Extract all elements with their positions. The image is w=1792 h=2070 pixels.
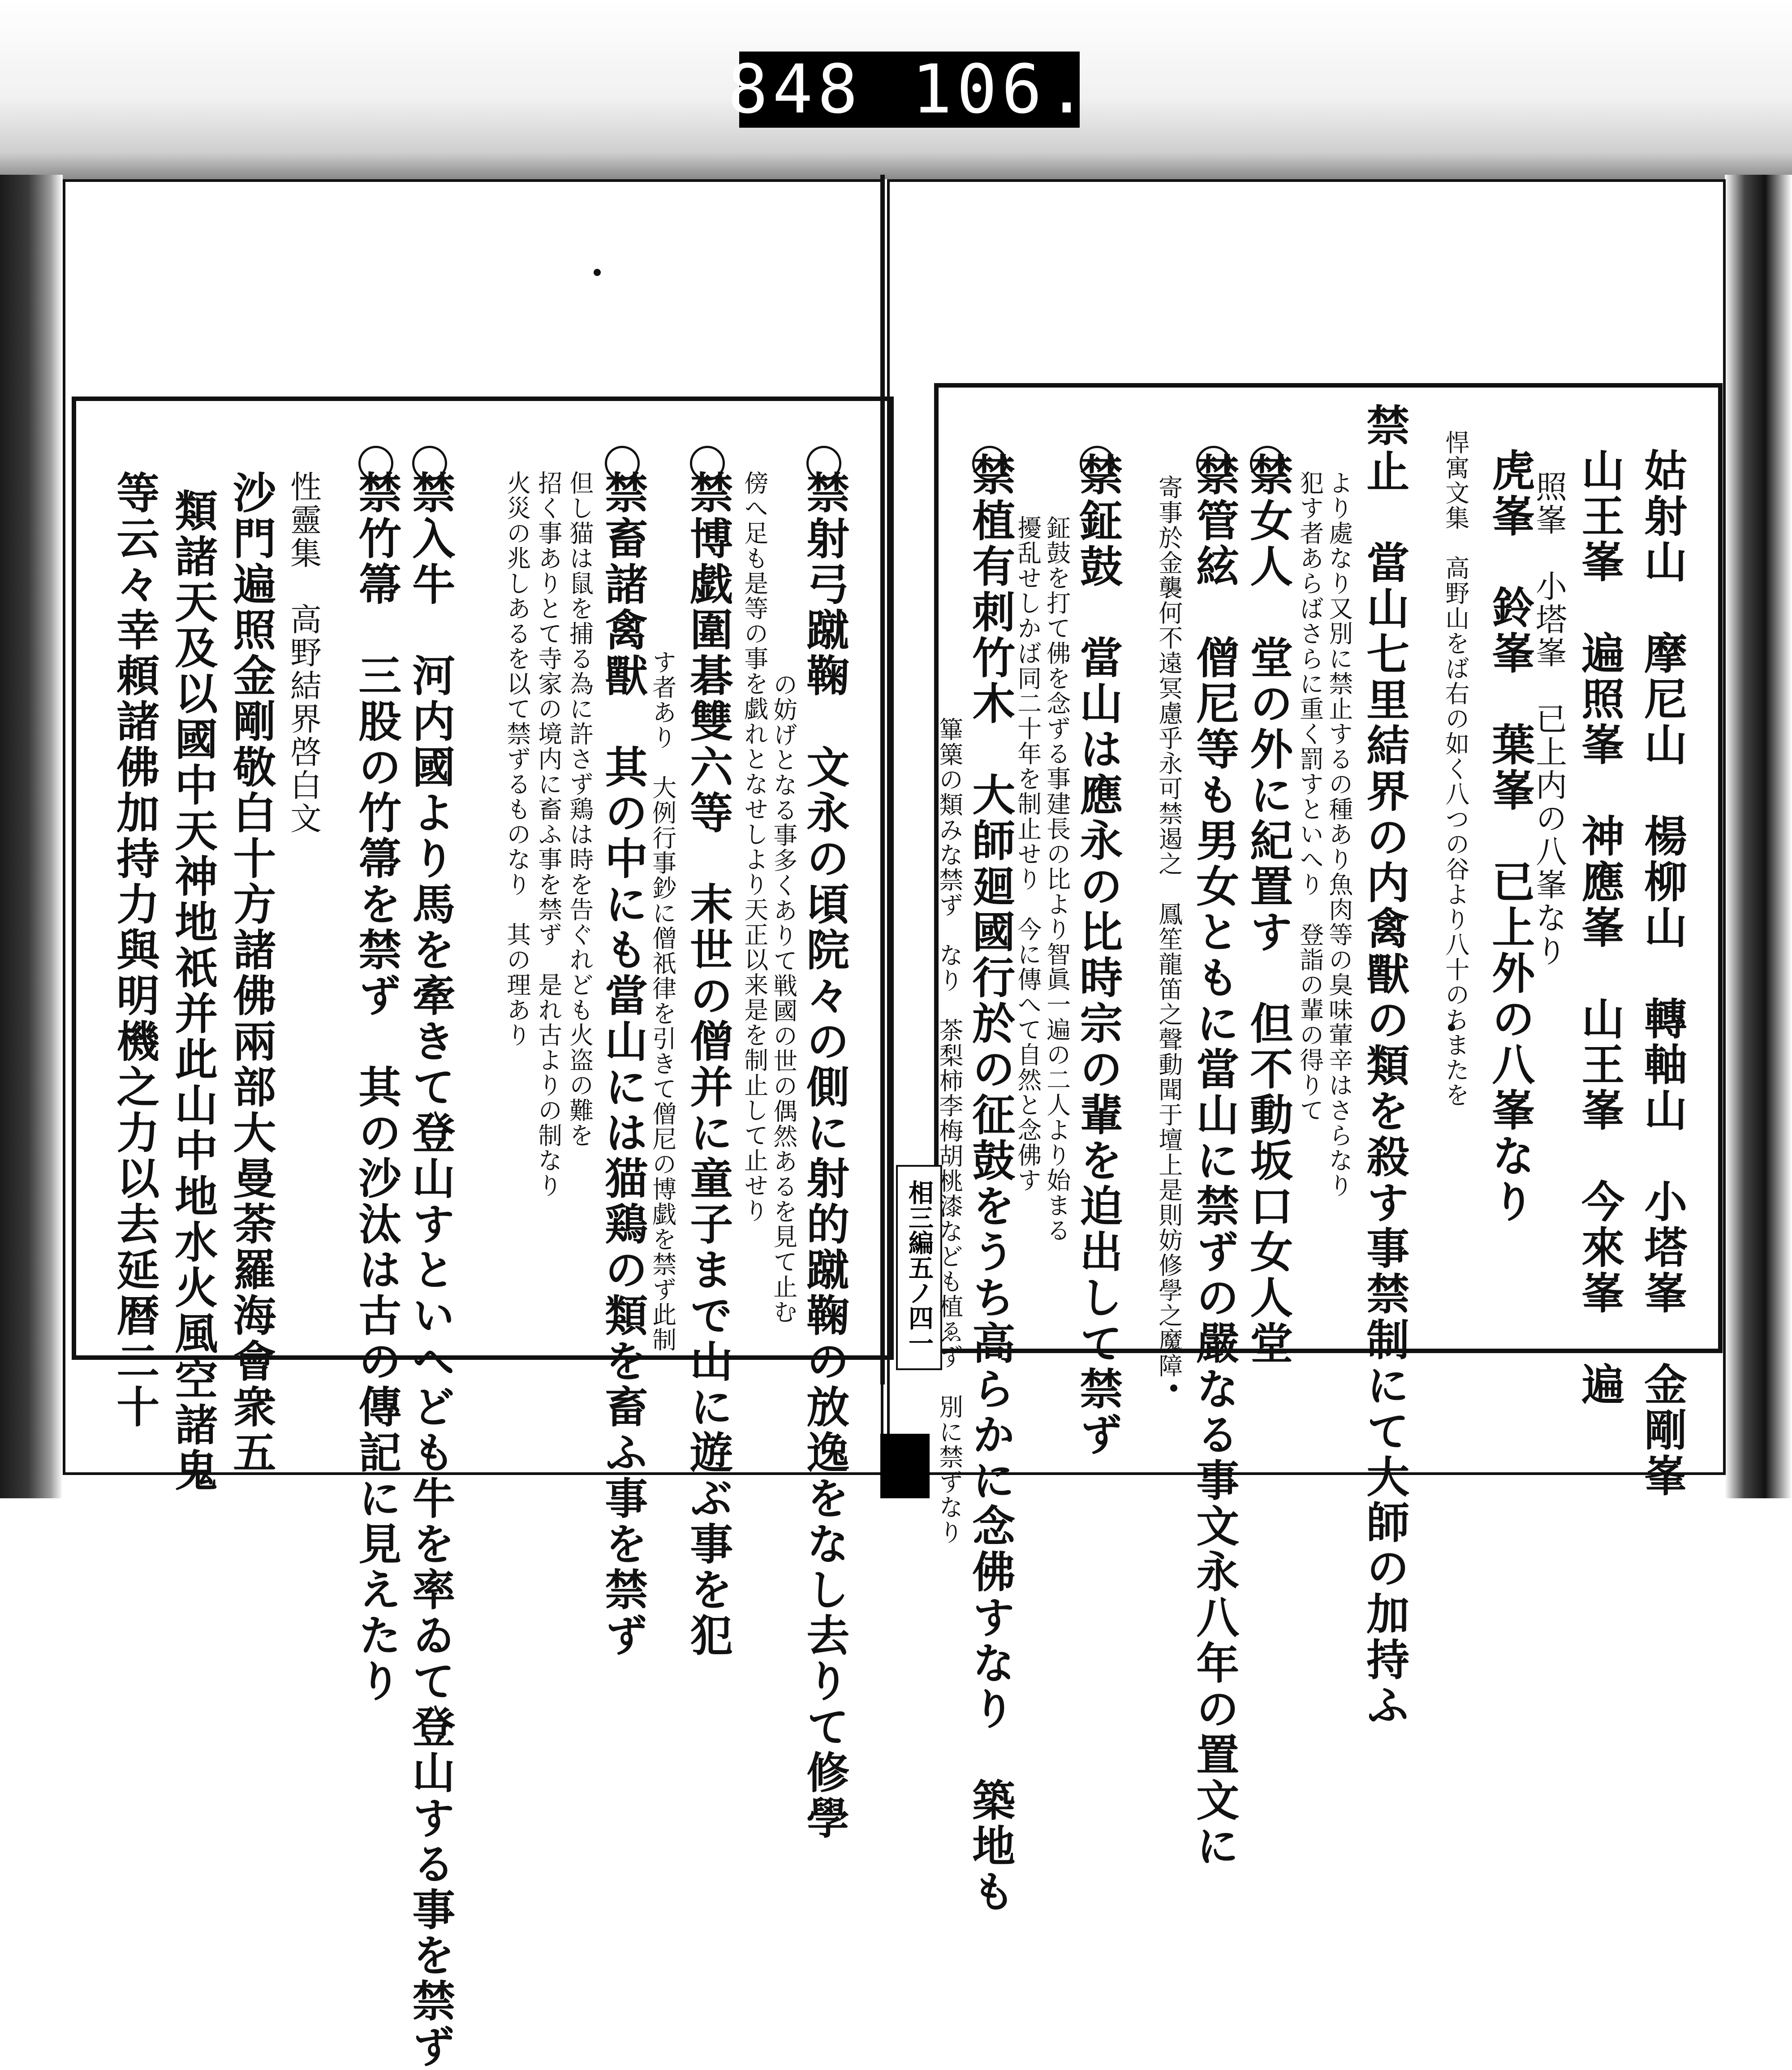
- section-circle-marker: [1196, 446, 1231, 481]
- text-column: 鉦鼓を打て佛を念ずる事建長の比より智眞一遍の二人より始まる: [1042, 515, 1071, 1243]
- text-column: 禁止 當山七里結界の内禽獸の類を殺す事禁制にて大師の加持ふ: [1359, 403, 1410, 1729]
- text-column: より處なり又別に禁止するの種あり魚肉等の臭味葷辛はさらなり: [1325, 470, 1353, 1198]
- book-spine-shadow: [0, 175, 63, 1498]
- section-circle-marker: [690, 446, 725, 481]
- text-column: 火災の兆しあるを以て禁ずるものなり 其の理あり: [503, 470, 531, 1048]
- book-right-edge: [1725, 175, 1792, 1498]
- text-column: 禁入牛 河内國より馬を牽きて登山すといへども牛を率ゐて登山する事を禁ず: [405, 470, 456, 2070]
- text-column: 姑射山 摩尼山 楊柳山 轉軸山 小塔峯 金剛峯: [1637, 448, 1688, 1499]
- text-column: 擾乱せしかば同二十年を制止せり 今に傳へて自然と念佛す: [1013, 515, 1042, 1193]
- section-circle-marker: [358, 446, 393, 481]
- text-column: の妨げとなる事多くありて戦國の世の偶然あるを見て止む: [769, 672, 798, 1324]
- text-column: 禁射弓蹴鞠 文永の頃院々の側に射的蹴鞠の放逸をなし去りて修學: [799, 470, 850, 1841]
- text-column: 類諸天及以國中天神地祇并此山中地水火風空諸鬼: [168, 488, 219, 1494]
- reel-number: 848: [727, 51, 862, 129]
- ink-dot: [1170, 1384, 1177, 1392]
- text-column: 虎峯 鈴峯 葉峯 已上外の八峯なり: [1485, 448, 1536, 1225]
- text-column: 犯す者あらばさらに重く罰すといへり 登詣の輩の得りて: [1296, 470, 1324, 1123]
- text-column: 篳篥の類みな禁ず なり 茶梨柿李梅胡桃漆なども植ゑず 別に禁ずなり: [935, 717, 964, 1545]
- ink-dot: [594, 269, 601, 276]
- section-circle-marker: [972, 446, 1007, 481]
- text-column: 禁博戯圍碁雙六等 末世の僧并に童子まで山に遊ぶ事を犯: [683, 470, 734, 1659]
- text-column: 沙門遍照金剛敬白十方諸佛兩部大曼荼羅海會衆五: [226, 470, 277, 1476]
- text-column: 照峯 小塔峯 已上内の八峯なり: [1530, 470, 1568, 968]
- text-column: 禁管絃 僧尼等も男女ともに當山に禁ずの嚴なる事文永八年の置文に: [1189, 453, 1240, 1869]
- text-column: 性靈集 高野結界啓白文: [285, 470, 322, 835]
- text-column: 禁植有刺竹木 大師廻國行於の征鼓をうち高らかに念佛すなり 築地も: [965, 453, 1016, 1915]
- text-column: 但し猫は鼠を捕る為に許さず鶏は時を告ぐれども火盗の難を: [565, 470, 594, 1148]
- microfilm-frame-label: [727, 51, 1092, 129]
- text-column: 禁畜諸禽獸 其の中にも當山には猫鶏の類を畜ふ事を禁ず: [598, 470, 649, 1659]
- text-column: 悍寓文集 高野山をば右の如く八つの谷より八十のちまたを: [1441, 430, 1470, 1108]
- section-circle-marker: [412, 446, 447, 481]
- section-circle-marker: [1250, 446, 1285, 481]
- text-column: 寄事於金襲何不遠冥慮乎永可禁遏之 鳳笙龍笛之聲動聞于壇上是則妨修學之魔障: [1154, 475, 1183, 1378]
- text-column: 禁鉦鼓 當山は應永の比時宗の輩を迫出して禁ず: [1073, 453, 1124, 1458]
- section-circle-marker: [1080, 446, 1115, 481]
- gutter-bottom-block: [880, 1434, 930, 1498]
- spine-label: 相三編五ノ四一: [896, 1165, 942, 1370]
- text-column: す者あり 大例行事鈔に僧祇律を引きて僧尼の博戯を禁ず此制: [648, 650, 677, 1352]
- text-column: 等云々幸頼諸佛加持力與明機之力以去延暦二十: [109, 470, 160, 1430]
- text-column: 山王峯 遍照峯 神應峯 山王峯 今來峯 遍: [1574, 448, 1625, 1408]
- text-column: 傍へ足も是等の事を戯れとなせしより天正以来是を制止して止せり: [740, 470, 769, 1223]
- text-column: 招く事ありとて寺家の境内に畜ふ事を禁ず 是れ古よりの制なり: [534, 470, 563, 1198]
- section-circle-marker: [605, 446, 640, 481]
- text-column: 禁竹箒 三股の竹箒を禁ず 其の沙汰は古の傳記に見えたり: [351, 470, 402, 1704]
- section-circle-marker: [806, 446, 841, 481]
- text-column: 禁女人 堂の外に紀置す 但不動坂口女人堂: [1243, 453, 1294, 1367]
- frame-number: 106.: [911, 51, 1092, 129]
